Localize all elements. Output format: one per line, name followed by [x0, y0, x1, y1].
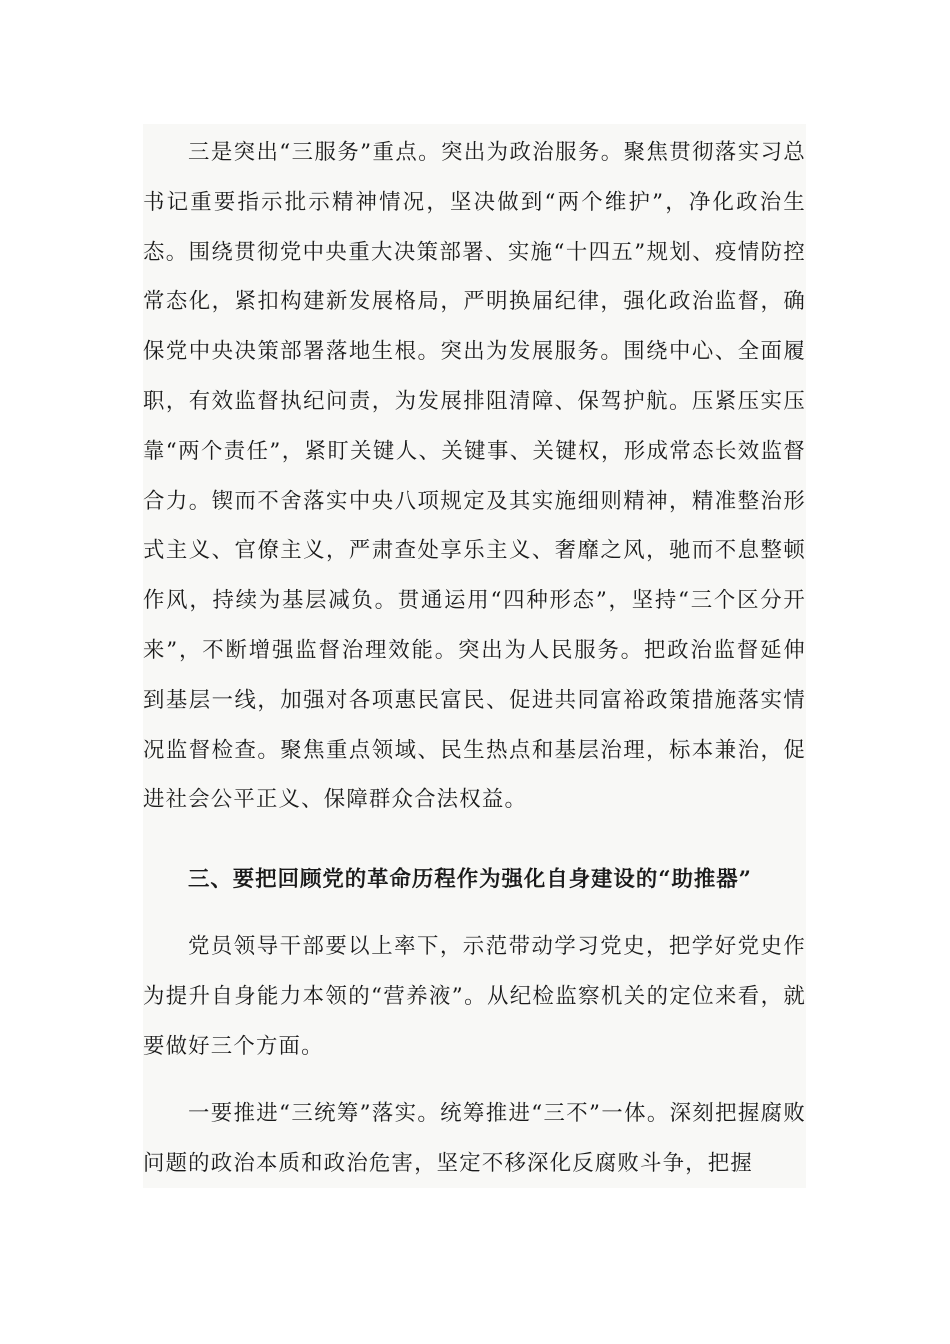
- paragraph-leaders-study: 党员领导干部要以上率下，示范带动学习党史，把学好党史作为提升自身能力本领的“营养液”。从纪检监察机关的定位来看，就要做好三个方面。: [143, 934, 806, 1059]
- document-page: [143, 124, 806, 1188]
- paragraph-three-coordinations: 一要推进“三统筹”落实。统筹推进“三不”一体。深刻把握腐败问题的政治本质和政治危害，坚定不移深化反腐败斗争，把握: [143, 1101, 806, 1176]
- paragraph-three-services: 三是突出“三服务”重点。突出为政治服务。聚焦贯彻落实习总书记重要指示批示精神情况，坚决做到“两个维护”，净化政治生态。围绕贯彻党中央重大决策部署、实施“十四五”规划、疫情防控常态化，紧扣构建新发展格局，严明换届纪律，强化政治监督，确保党中央决策部署落地生根。突出为发展服务。围绕中心、全面履职，有效监督执纪问责，为发展排阻清障、保驾护航。压紧压实压靠“两个责任”，紧盯关键人、关键事、关键权，形成常态长效监督合力。锲而不舍落实中央八项规定及其实施细则精神，精准整治形式主义、官僚主义，严肃查处享乐主义、奢靡之风，驰而不息整顿作风，持续为基层减负。贯通运用“四种形态”，坚持“三个区分开来”，不断增强监督治理效能。突出为人民服务。把政治监督延伸到基层一线，加强对各项惠民富民、促进共同富裕政策措施落实情况监督检查。聚焦重点领域、民生热点和基层治理，标本兼治，促进社会公平正义、保障群众合法权益。: [143, 140, 806, 813]
- section-heading: 三、要把回顾党的革命历程作为强化自身建设的“助推器”: [188, 867, 752, 892]
